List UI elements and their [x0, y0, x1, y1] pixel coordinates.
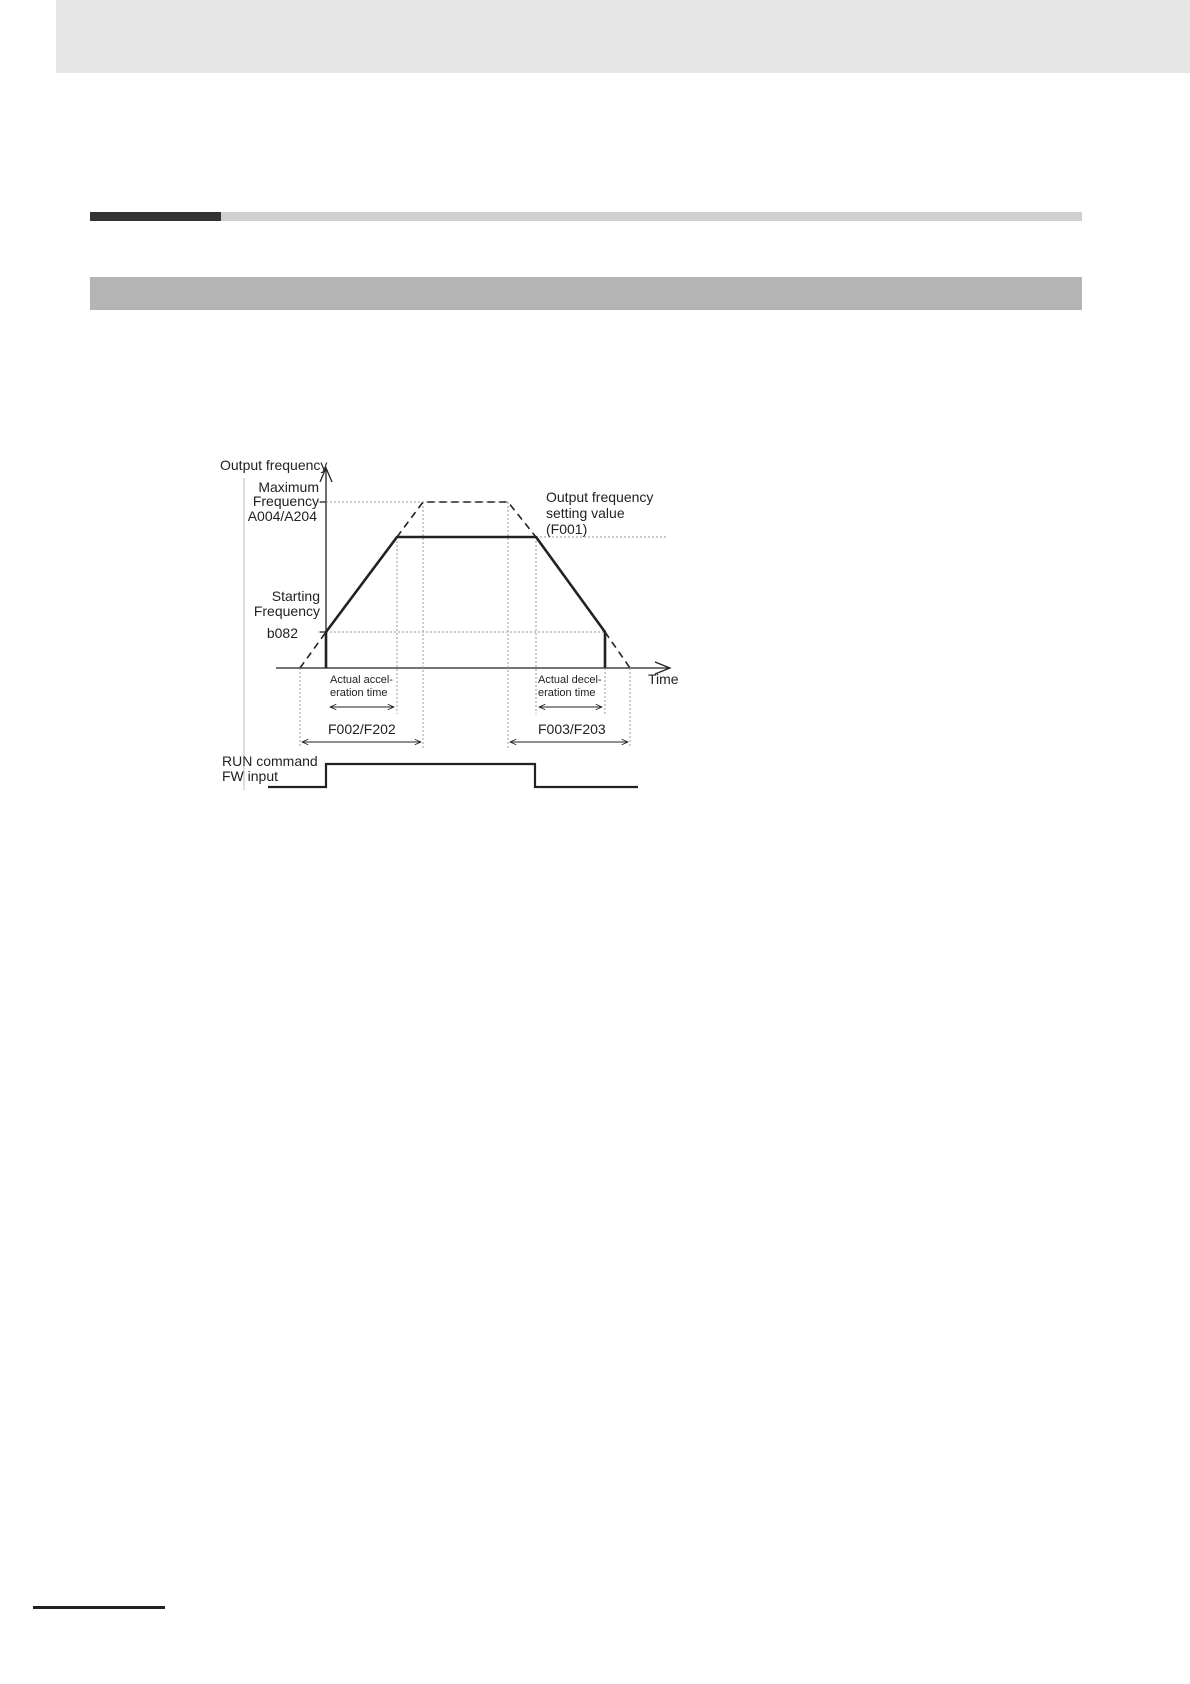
- max-frequency-label-line-2: Frequency: [252, 493, 319, 509]
- setting-value-label-line-2: setting value: [546, 505, 625, 521]
- footer-rule: [33, 1606, 165, 1609]
- starting-frequency-label-line-3: b082: [266, 625, 298, 641]
- decel-time-parameter-label: F003/F203: [538, 721, 606, 737]
- max-frequency-label-line-3: A004/A204: [247, 508, 317, 524]
- run-command-label-line-1: RUN command: [222, 753, 318, 769]
- run-command-label-line-2: FW input: [222, 768, 279, 784]
- x-axis-label: Time: [648, 671, 679, 687]
- actual-accel-label-line-1: Actual accel-: [330, 674, 393, 686]
- y-axis-label: Output frequency: [220, 457, 328, 473]
- starting-frequency-label-line-2: Frequency: [253, 603, 320, 619]
- setting-value-label-line-3: (F001): [546, 521, 588, 537]
- starting-frequency-label-line-1: Starting: [271, 588, 320, 604]
- setting-value-label-line-1: Output frequency: [546, 489, 654, 505]
- actual-accel-label-line-2: eration time: [330, 687, 388, 699]
- run-command-signal: [268, 764, 638, 787]
- accel-time-parameter-label: F002/F202: [328, 721, 396, 737]
- max-frequency-label-line-1: Maximum: [258, 479, 319, 495]
- actual-decel-label-line-2: eration time: [538, 687, 596, 699]
- actual-decel-label-line-1: Actual decel-: [538, 674, 602, 686]
- actual-output-frequency-curve: [326, 537, 605, 668]
